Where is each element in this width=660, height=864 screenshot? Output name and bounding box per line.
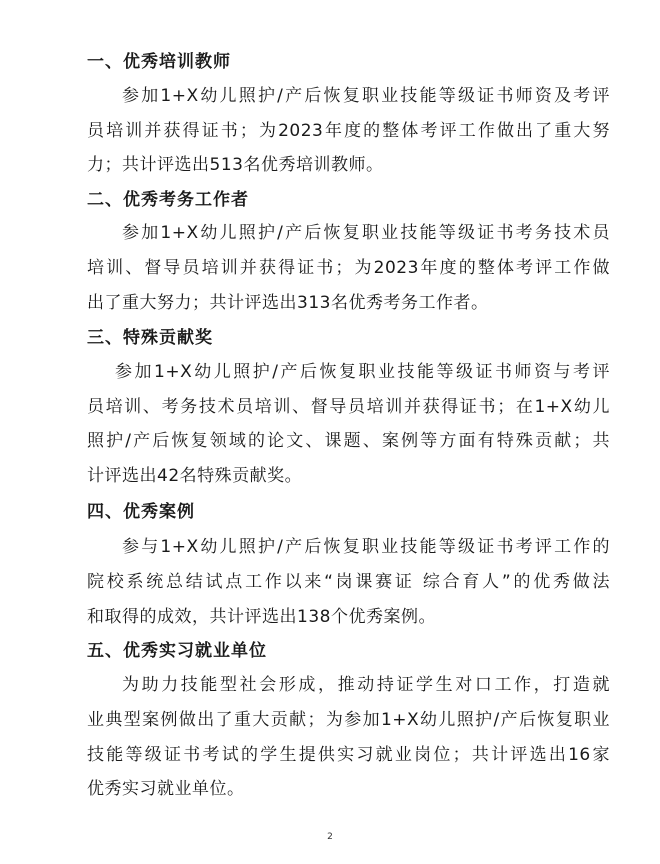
paragraph-line: 照护/产后恢复领域的论文、课题、案例等方面有特殊贡献；共 [87,431,610,451]
paragraph-line: 出了重大努力；共计评选出313名优秀考务工作者。 [87,293,489,313]
paragraph-line: 参与1+X幼儿照护/产后恢复职业技能等级证书考评工作的 [122,537,610,557]
paragraph-line: 培训、督导员培训并获得证书；为2023年度的整体考评工作做 [87,258,610,278]
paragraph-line: 参加1+X幼儿照护/产后恢复职业技能等级证书师资与考评 [115,362,610,382]
page-number: 2 [327,832,333,842]
paragraph-line: 业典型案例做出了重大贡献；为参加1+X幼儿照护/产后恢复职业 [87,710,610,730]
paragraph-line: 和取得的成效，共计评选出138个优秀案例。 [87,607,436,627]
paragraph-line: 优秀实习就业单位。 [87,779,245,799]
paragraph-line: 参加1+X幼儿照护/产后恢复职业技能等级证书师资及考评 [122,86,610,106]
paragraph-line: 院校系统总结试点工作以来“岗课赛证 综合育人”的优秀做法 [87,572,610,592]
section-heading: 五、优秀实习就业单位 [87,641,267,661]
section-heading: 二、优秀考务工作者 [87,190,249,210]
paragraph-line: 员培训并获得证书；为2023年度的整体考评工作做出了重大努 [87,121,610,141]
paragraph-line: 参加1+X幼儿照护/产后恢复职业技能等级证书考务技术员 [122,223,610,243]
paragraph-line: 计评选出42名特殊贡献奖。 [87,466,303,486]
paragraph-line: 员培训、考务技术员培训、督导员培训并获得证书；在1+X幼儿 [87,397,610,417]
paragraph-line: 力；共计评选出513名优秀培训教师。 [87,155,384,175]
paragraph-line: 为助力技能型社会形成，推动持证学生对口工作，打造就 [122,675,610,695]
section-heading: 一、优秀培训教师 [87,52,231,72]
section-heading: 四、优秀案例 [87,502,195,522]
section-heading: 三、特殊贡献奖 [87,328,213,348]
paragraph-line: 技能等级证书考试的学生提供实习就业岗位；共计评选出16家 [87,745,610,765]
